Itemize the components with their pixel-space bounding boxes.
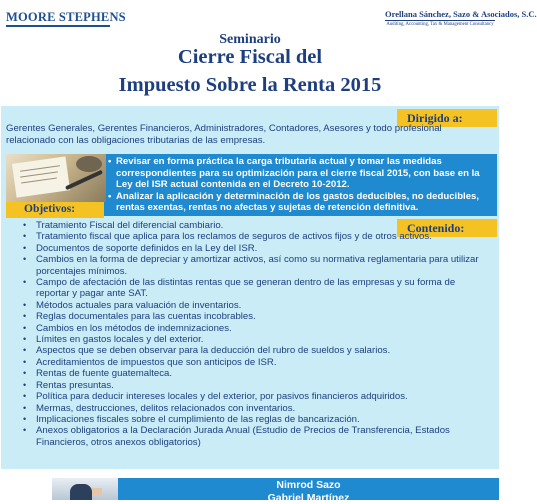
bullet-icon: • bbox=[23, 242, 27, 253]
list-item: • Límites en gastos locales y del exterior. bbox=[23, 334, 204, 346]
objetivos-label: Objetivos: bbox=[6, 202, 104, 218]
list-item: • Tratamiento Fiscal del diferencial cambiario. bbox=[23, 220, 224, 231]
firm-logo bbox=[385, 9, 537, 27]
list-item: • Analizar la aplicación y determinación de los gastos deducibles, no deducibles, rentas exentas, rentas no afectas y sujetas de retención definitiva. bbox=[108, 190, 480, 213]
bullet-icon: • bbox=[23, 391, 27, 402]
bullet-icon: • bbox=[23, 311, 27, 322]
firm-tagline: Auditing, Accounting, Tax & Management Consultancy bbox=[386, 22, 494, 27]
dirigido-label: Dirigido a: bbox=[397, 109, 497, 127]
bullet-icon: • bbox=[23, 277, 27, 288]
content-list bbox=[20, 220, 485, 448]
firm-name: Orellana Sánchez, Sazo & Asociados, S.C. bbox=[385, 9, 537, 19]
bullet-icon: • bbox=[23, 356, 27, 367]
list-item: • Cambios en la forma de depreciar y amortizar activos, así como su normativa reglamentaria para utilizar porcentajes mínimos. bbox=[23, 254, 479, 277]
list-item: • Revisar en forma práctica la carga tributaria actual y tomar las medidas correspondientes para su optimización para el cierre fiscal 2015, con base en la Ley del ISR actual contenida en el Decreto 10-2012. bbox=[108, 156, 480, 190]
title-line-1: Cierre Fiscal del bbox=[177, 46, 323, 68]
list-item: • Documentos de soporte definidos en la Ley del ISR. bbox=[23, 242, 258, 254]
bullet-icon: • bbox=[23, 413, 27, 424]
title-line-2: Impuesto Sobre la Renta 2015 bbox=[118, 74, 382, 96]
list-item: • Campo de afectación de las distintas rentas que se generan dentro de las empresas y su forma de reportar y pagar ante SAT. bbox=[23, 277, 456, 300]
bullet-icon: • bbox=[23, 231, 27, 242]
list-item: • Política para deducir intereses locales y del exterior, por pasivos financieros adquiridos. bbox=[23, 391, 408, 403]
documents-photo bbox=[6, 154, 106, 202]
list-item: • Implicaciones fiscales sobre el cumplimiento de las reglas de bancarización. bbox=[23, 413, 360, 425]
list-item: • Acreditamientos de impuestos que son anticipos de ISR. bbox=[23, 356, 277, 368]
bullet-icon: • bbox=[23, 322, 27, 333]
bullet-icon: • bbox=[108, 190, 112, 202]
bullet-icon: • bbox=[108, 156, 112, 167]
bullet-icon: • bbox=[23, 379, 27, 390]
bullet-icon: • bbox=[23, 402, 27, 413]
list-item: • Reglas documentales para las cuentas incobrables. bbox=[23, 311, 256, 323]
bullet-icon: • bbox=[23, 425, 27, 436]
list-item: • Tratamiento fiscal que aplica para los reclamos de seguros de activos fijos y de otros activos. bbox=[23, 231, 432, 243]
bullet-icon: • bbox=[23, 220, 27, 230]
speaker-photo bbox=[52, 478, 118, 500]
list-item: • Métodos actuales para valuación de inventarios. bbox=[23, 299, 242, 311]
speaker-name-2: Gabriel Martínez bbox=[267, 492, 350, 504]
speaker-name-1: Nimrod Sazo bbox=[276, 479, 341, 491]
list-item: • Rentas de fuente guatemalteca. bbox=[23, 368, 173, 380]
bullet-icon: • bbox=[23, 299, 27, 310]
bullet-icon: • bbox=[23, 254, 27, 265]
objectives-list bbox=[108, 156, 493, 214]
bullet-icon: • bbox=[23, 334, 27, 345]
header bbox=[0, 0, 537, 106]
list-item: • Cambios en los métodos de indemnizaciones. bbox=[23, 322, 232, 334]
list-item: • Rentas presuntas. bbox=[23, 379, 114, 391]
list-item: • Aspectos que se deben observar para la deducción del rubro de sueldos y salarios. bbox=[23, 345, 391, 357]
list-item: • Mermas, destrucciones, delitos relacionados con inventarios. bbox=[23, 402, 296, 414]
moore-stephens-logo: MOORE STEPHENS bbox=[6, 10, 126, 24]
seminar-kicker: Seminario bbox=[219, 32, 281, 47]
logo-underline bbox=[6, 25, 110, 27]
bullet-icon: • bbox=[23, 368, 27, 379]
audience-text: Gerentes Generales, Gerentes Financieros, Administradores, Contadores, Asesores y todo profesional relacionado con las obligaciones tributarias de las empresas. bbox=[6, 123, 442, 146]
contenido-label: Contenido: bbox=[397, 219, 497, 237]
bullet-icon: • bbox=[23, 345, 27, 356]
list-item: • Anexos obligatorios a la Declaración Jurada Anual (Estudio de Precios de Transferencia, Estados Financieros, otros anexos obligatorios) bbox=[23, 425, 450, 448]
